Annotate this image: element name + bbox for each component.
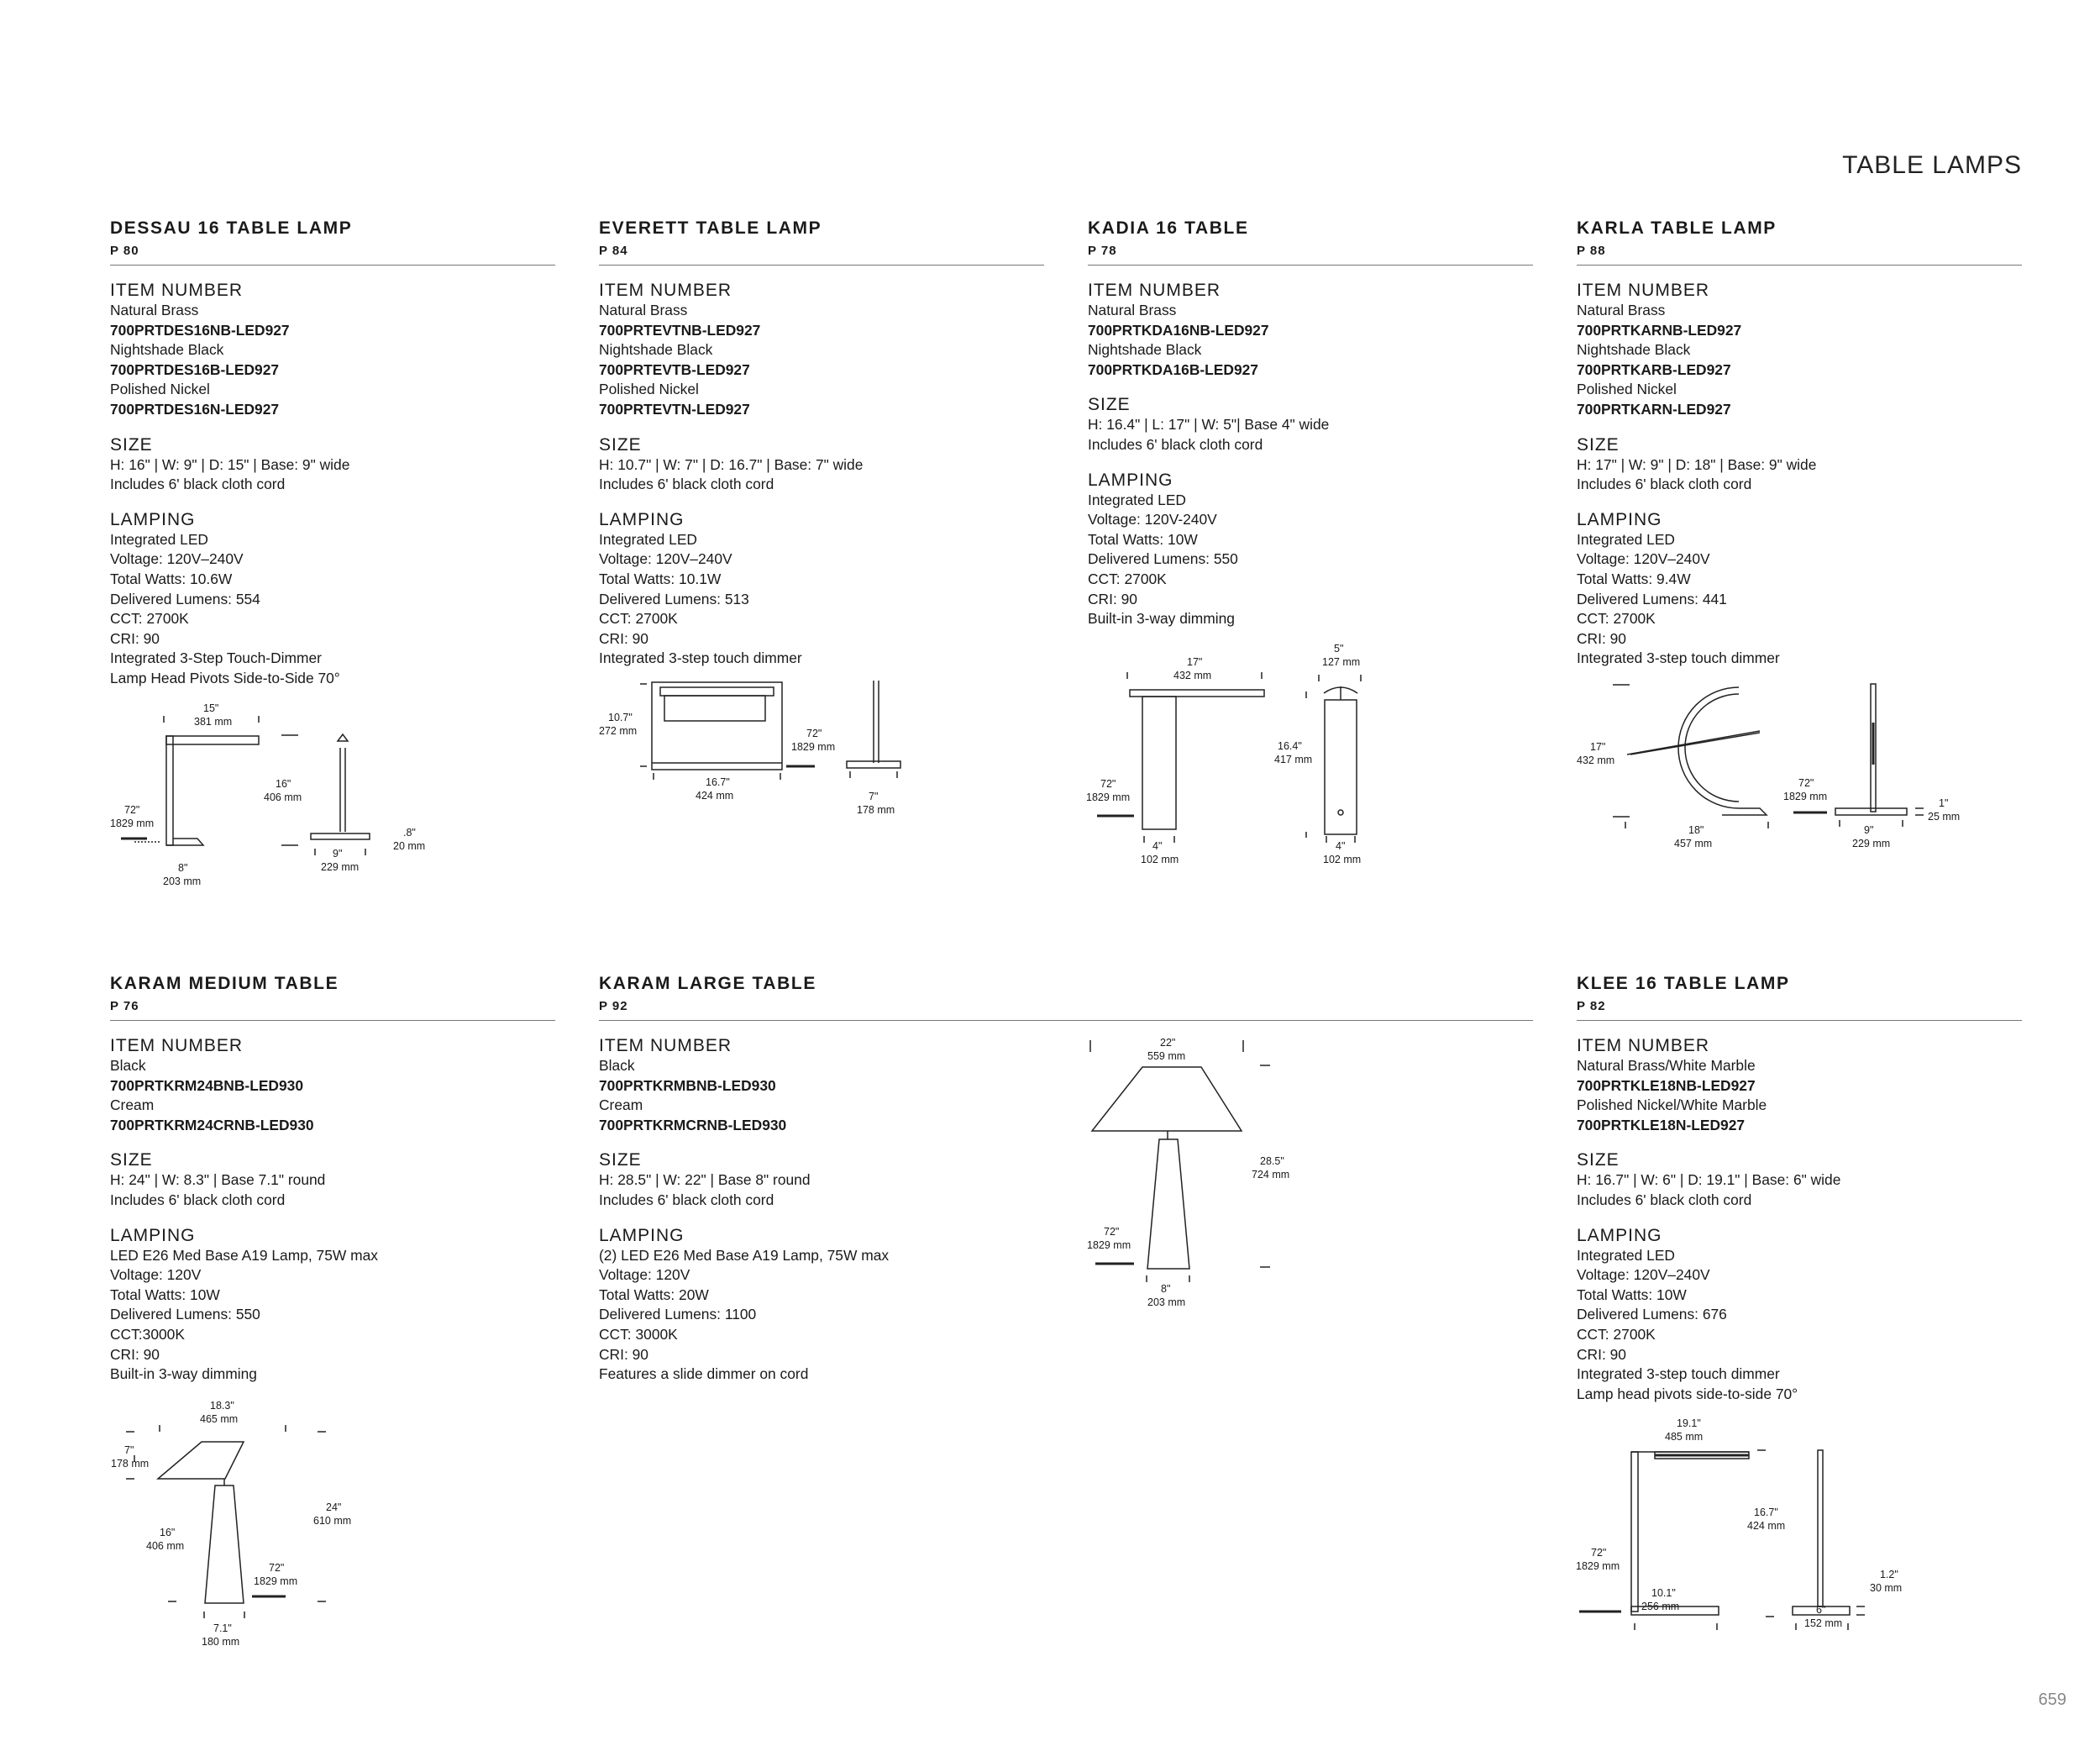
lamping-heading: LAMPING xyxy=(1088,470,1173,490)
lamping-line: (2) LED E26 Med Base A19 Lamp, 75W max xyxy=(599,1246,890,1264)
product-title: DESSAU 16 TABLE LAMP xyxy=(110,218,353,238)
dim-label: 7.1" xyxy=(213,1622,232,1634)
dim-label: 30 mm xyxy=(1870,1582,1903,1594)
dim-label: 20 mm xyxy=(393,840,426,852)
lamping-line: CCT: 3000K xyxy=(599,1325,678,1343)
dim-label: 5" xyxy=(1334,643,1344,655)
lamping-line: Integrated LED xyxy=(1088,491,1186,508)
size-line: H: 17" | W: 9" | D: 18" | Base: 9" wide xyxy=(1577,455,1817,473)
item-code: 700PRTKDA16B-LED927 xyxy=(1088,360,1258,378)
size-line: Includes 6' black cloth cord xyxy=(599,1191,774,1208)
item-code: 700PRTDES16N-LED927 xyxy=(110,400,280,418)
page-ref: P 78 xyxy=(1088,244,1533,266)
product-kadia xyxy=(1088,218,1533,629)
lamping-line: Voltage: 120V-240V xyxy=(1088,511,1217,528)
dim-label: 724 mm xyxy=(1252,1169,1290,1180)
item-number-heading: ITEM NUMBER xyxy=(1088,281,1221,300)
karam-large-dimension-drawing xyxy=(1084,1032,1310,1317)
dim-label: 256 mm xyxy=(1641,1601,1680,1612)
size-line: Includes 6' black cloth cord xyxy=(110,1191,286,1208)
finish-label: Polished Nickel xyxy=(599,381,699,398)
size-heading: SIZE xyxy=(110,434,153,455)
page-ref: P 76 xyxy=(110,999,555,1021)
lamping-line: Voltage: 120V–240V xyxy=(1577,1266,1710,1284)
dim-label: 229 mm xyxy=(1852,838,1891,849)
dim-label: 25 mm xyxy=(1928,811,1961,823)
lamping-line: CCT:3000K xyxy=(110,1325,185,1343)
dim-label: 102 mm xyxy=(1323,854,1362,865)
item-code: 700PRTKLE18NB-LED927 xyxy=(1577,1076,1756,1094)
finish-label: Natural Brass xyxy=(599,302,688,318)
dim-label: 465 mm xyxy=(200,1413,239,1425)
lamping-line: Integrated LED xyxy=(1577,1246,1675,1264)
dim-label: 424 mm xyxy=(696,790,734,802)
lamping-line: Integrated 3-step touch dimmer xyxy=(1577,649,1780,667)
klee-dimension-drawing xyxy=(1571,1412,1974,1638)
dim-label: 16.4" xyxy=(1278,740,1302,752)
lamping-line: Total Watts: 10.1W xyxy=(599,570,722,587)
finish-label: Natural Brass xyxy=(1088,302,1177,318)
dim-label: 432 mm xyxy=(1577,755,1615,766)
lamping-line: Delivered Lumens: 550 xyxy=(1088,550,1238,568)
lamping-line: Delivered Lumens: 513 xyxy=(599,590,749,607)
lamping-line: Integrated LED xyxy=(599,530,697,548)
lamping-line: Delivered Lumens: 550 xyxy=(110,1306,260,1323)
dim-label: 610 mm xyxy=(313,1515,352,1527)
item-code: 700PRTKRM24CRNB-LED930 xyxy=(110,1116,314,1133)
dim-label: 406 mm xyxy=(264,791,302,803)
dim-label: 72" xyxy=(124,804,140,816)
lamping-line: CCT: 2700K xyxy=(1577,610,1656,628)
finish-label: Polished Nickel/White Marble xyxy=(1577,1096,1767,1114)
lamping-line: CRI: 90 xyxy=(110,1345,160,1363)
karla-dimension-drawing xyxy=(1558,681,1978,857)
product-title: KARAM LARGE TABLE xyxy=(599,974,816,993)
size-line: H: 16.4" | L: 17" | W: 5"| Base 4" wide xyxy=(1088,416,1330,434)
lamping-line: CCT: 2700K xyxy=(1088,570,1167,587)
dim-label: 127 mm xyxy=(1322,656,1361,668)
lamping-line: Lamp head pivots side-to-side 70° xyxy=(1577,1385,1798,1402)
product-title: KARAM MEDIUM TABLE xyxy=(110,974,339,993)
item-code: 700PRTEVTNB-LED927 xyxy=(599,321,761,339)
size-line: Includes 6' black cloth cord xyxy=(1088,435,1263,453)
lamping-line: Lamp Head Pivots Side-to-Side 70° xyxy=(110,669,340,686)
item-code: 700PRTKRMBNB-LED930 xyxy=(599,1076,776,1094)
dim-label: 1.2" xyxy=(1880,1569,1898,1580)
product-title: KLEE 16 TABLE LAMP xyxy=(1577,974,1790,993)
dim-label: 1829 mm xyxy=(110,818,155,829)
size-line: Includes 6' black cloth cord xyxy=(110,476,286,493)
product-title: KADIA 16 TABLE xyxy=(1088,218,1249,238)
dim-label: 485 mm xyxy=(1665,1431,1704,1443)
dim-label: 203 mm xyxy=(1147,1296,1186,1308)
size-line: H: 16" | W: 9" | D: 15" | Base: 9" wide xyxy=(110,455,350,473)
dim-label: 4" xyxy=(1152,840,1163,852)
dim-label: 18.3" xyxy=(210,1400,234,1412)
finish-label: Black xyxy=(110,1057,146,1074)
size-line: Includes 6' black cloth cord xyxy=(599,476,774,493)
dim-label: 102 mm xyxy=(1141,854,1179,865)
dim-label: 417 mm xyxy=(1274,754,1313,765)
dim-label: 17" xyxy=(1590,741,1606,753)
size-line: H: 24" | W: 8.3" | Base 7.1" round xyxy=(110,1171,326,1189)
lamping-heading: LAMPING xyxy=(110,1225,196,1245)
dim-label: 6" xyxy=(1816,1604,1826,1616)
size-heading: SIZE xyxy=(1088,395,1131,415)
lamping-line: Built-in 3-way dimming xyxy=(1088,610,1235,628)
finish-label: Natural Brass xyxy=(110,302,199,318)
dim-label: 229 mm xyxy=(321,861,360,873)
lamping-heading: LAMPING xyxy=(599,509,685,529)
page-ref: P 92 xyxy=(599,999,1533,1021)
item-code: 700PRTKDA16NB-LED927 xyxy=(1088,321,1269,339)
dim-label: 72" xyxy=(1104,1226,1120,1238)
item-code: 700PRTDES16B-LED927 xyxy=(110,360,280,378)
item-code: 700PRTKARB-LED927 xyxy=(1577,360,1731,378)
dim-label: 10.7" xyxy=(608,712,633,723)
finish-label: Natural Brass/White Marble xyxy=(1577,1057,1756,1074)
item-code: 700PRTKLE18N-LED927 xyxy=(1577,1116,1746,1133)
dim-label: 178 mm xyxy=(111,1458,150,1470)
size-line: H: 16.7" | W: 6" | D: 19.1" | Base: 6" wide xyxy=(1577,1171,1841,1189)
dim-label: 16.7" xyxy=(706,776,730,788)
dim-label: 18" xyxy=(1688,824,1704,836)
page-ref: P 84 xyxy=(599,244,1044,266)
size-line: Includes 6' black cloth cord xyxy=(1577,476,1752,493)
item-code: 700PRTKARN-LED927 xyxy=(1577,400,1731,418)
product-dessau xyxy=(110,218,555,689)
finish-label: Nightshade Black xyxy=(1088,341,1202,359)
item-number-heading: ITEM NUMBER xyxy=(1577,1036,1709,1055)
dim-label: 24" xyxy=(326,1501,342,1513)
dim-label: 7" xyxy=(124,1444,134,1456)
item-number-heading: ITEM NUMBER xyxy=(1577,281,1709,300)
item-code: 700PRTEVTN-LED927 xyxy=(599,400,750,418)
dim-label: 424 mm xyxy=(1747,1520,1786,1532)
finish-label: Nightshade Black xyxy=(599,341,713,359)
size-line: H: 28.5" | W: 22" | Base 8" round xyxy=(599,1171,811,1189)
finish-label: Nightshade Black xyxy=(110,341,224,359)
lamping-line: Delivered Lumens: 676 xyxy=(1577,1306,1727,1323)
lamping-line: CCT: 2700K xyxy=(599,610,678,628)
finish-label: Polished Nickel xyxy=(1577,381,1677,398)
dim-label: 28.5" xyxy=(1260,1155,1284,1167)
dim-label: 1829 mm xyxy=(791,741,836,753)
page-ref: P 88 xyxy=(1577,244,2022,266)
lamping-heading: LAMPING xyxy=(1577,1225,1662,1245)
lamping-line: Features a slide dimmer on cord xyxy=(599,1365,809,1383)
lamping-line: Delivered Lumens: 1100 xyxy=(599,1306,757,1323)
lamping-line: CRI: 90 xyxy=(1088,590,1137,607)
lamping-line: Integrated 3-step touch dimmer xyxy=(599,649,802,667)
item-number-heading: ITEM NUMBER xyxy=(599,281,732,300)
lamping-line: Integrated LED xyxy=(110,530,208,548)
lamping-heading: LAMPING xyxy=(599,1225,685,1245)
dim-label: 7" xyxy=(869,791,879,802)
dim-label: 272 mm xyxy=(599,725,638,737)
dim-label: 16" xyxy=(160,1527,176,1538)
lamping-line: Delivered Lumens: 441 xyxy=(1577,590,1727,607)
lamping-line: Total Watts: 10W xyxy=(1088,530,1198,548)
page-ref: P 80 xyxy=(110,244,555,266)
lamping-line: Total Watts: 10W xyxy=(1577,1286,1687,1303)
dim-label: 22" xyxy=(1160,1037,1176,1049)
item-number-heading: ITEM NUMBER xyxy=(110,1036,243,1055)
product-title: EVERETT TABLE LAMP xyxy=(599,218,822,238)
lamping-line: Voltage: 120V–240V xyxy=(110,550,244,568)
lamping-line: CRI: 90 xyxy=(1577,629,1626,647)
lamping-line: CRI: 90 xyxy=(599,1345,648,1363)
lamping-line: Built-in 3-way dimming xyxy=(110,1365,257,1383)
item-number-heading: ITEM NUMBER xyxy=(599,1036,732,1055)
dim-label: 559 mm xyxy=(1147,1050,1186,1062)
dim-label: 152 mm xyxy=(1804,1617,1843,1629)
lamping-line: Total Watts: 9.4W xyxy=(1577,570,1691,587)
dim-label: 72" xyxy=(1591,1547,1607,1559)
dim-label: 9" xyxy=(1864,824,1874,836)
dessau-dimension-drawing xyxy=(109,697,445,899)
product-karam-medium xyxy=(110,973,555,1385)
dim-label: 457 mm xyxy=(1674,838,1713,849)
dim-label: 432 mm xyxy=(1173,670,1212,681)
size-heading: SIZE xyxy=(1577,434,1620,455)
lamping-line: LED E26 Med Base A19 Lamp, 75W max xyxy=(110,1246,378,1264)
lamping-line: Total Watts: 10W xyxy=(110,1286,220,1303)
lamping-line: CRI: 90 xyxy=(110,629,160,647)
dim-label: 1829 mm xyxy=(254,1575,298,1587)
lamping-line: Voltage: 120V xyxy=(599,1266,690,1284)
dim-label: 16" xyxy=(276,778,291,790)
lamping-line: Total Watts: 20W xyxy=(599,1286,709,1303)
dim-label: 72" xyxy=(1100,778,1116,790)
dim-label: 8" xyxy=(1161,1283,1171,1295)
size-heading: SIZE xyxy=(599,434,642,455)
kadia-dimension-drawing xyxy=(1084,643,1386,874)
dim-label: 15" xyxy=(203,702,219,714)
lamping-line: CCT: 2700K xyxy=(110,610,189,628)
item-code: 700PRTDES16NB-LED927 xyxy=(110,321,290,339)
dim-label: 180 mm xyxy=(202,1636,240,1648)
size-line: H: 10.7" | W: 7" | D: 16.7" | Base: 7" wide xyxy=(599,455,864,473)
dim-label: 1829 mm xyxy=(1783,791,1828,802)
size-heading: SIZE xyxy=(599,1150,642,1170)
lamping-line: CRI: 90 xyxy=(599,629,648,647)
finish-label: Polished Nickel xyxy=(110,381,210,398)
finish-label: Nightshade Black xyxy=(1577,341,1691,359)
page-header: TABLE LAMPS xyxy=(1842,151,2022,179)
product-title: KARLA TABLE LAMP xyxy=(1577,218,1777,238)
lamping-line: CCT: 2700K xyxy=(1577,1325,1656,1343)
lamping-line: Integrated 3-step touch dimmer xyxy=(1577,1365,1780,1383)
dim-label: 8" xyxy=(178,862,188,874)
dim-label: 381 mm xyxy=(194,716,233,728)
dim-label: 17" xyxy=(1187,656,1203,668)
finish-label: Natural Brass xyxy=(1577,302,1666,318)
dim-label: 10.1" xyxy=(1651,1587,1676,1599)
lamping-line: Voltage: 120V xyxy=(110,1266,202,1284)
lamping-heading: LAMPING xyxy=(110,509,196,529)
page-ref: P 82 xyxy=(1577,999,2022,1021)
product-karam-large xyxy=(599,973,1533,1385)
dim-label: 72" xyxy=(806,728,822,739)
finish-label: Black xyxy=(599,1057,635,1074)
finish-label: Cream xyxy=(110,1096,155,1114)
finish-label: Cream xyxy=(599,1096,643,1114)
dim-label: 178 mm xyxy=(857,804,895,816)
lamping-line: CRI: 90 xyxy=(1577,1345,1626,1363)
dim-label: 406 mm xyxy=(146,1540,185,1552)
lamping-line: Voltage: 120V–240V xyxy=(1577,550,1710,568)
dim-label: 1829 mm xyxy=(1086,791,1131,803)
item-code: 700PRTEVTB-LED927 xyxy=(599,360,750,378)
product-everett xyxy=(599,218,1044,669)
dim-label: 72" xyxy=(1798,777,1814,789)
dim-label: 1829 mm xyxy=(1576,1560,1620,1572)
dim-label: 4" xyxy=(1336,840,1346,852)
dim-label: 19.1" xyxy=(1677,1417,1701,1429)
lamping-line: Voltage: 120V–240V xyxy=(599,550,732,568)
dim-label: 1" xyxy=(1939,797,1949,809)
page-number: 659 xyxy=(2038,1691,2066,1709)
product-klee xyxy=(1577,973,2022,1404)
lamping-line: Total Watts: 10.6W xyxy=(110,570,233,587)
size-heading: SIZE xyxy=(1577,1150,1620,1170)
dim-label: 16.7" xyxy=(1754,1506,1778,1518)
item-number-heading: ITEM NUMBER xyxy=(110,281,243,300)
item-code: 700PRTKARNB-LED927 xyxy=(1577,321,1742,339)
lamping-heading: LAMPING xyxy=(1577,509,1662,529)
lamping-line: Integrated LED xyxy=(1577,530,1675,548)
dim-label: 203 mm xyxy=(163,876,202,887)
product-karla xyxy=(1577,218,2022,669)
dim-label: .8" xyxy=(403,827,416,839)
lamping-line: Delivered Lumens: 554 xyxy=(110,590,260,607)
lamping-line: Integrated 3-Step Touch-Dimmer xyxy=(110,649,322,667)
item-code: 700PRTKRM24BNB-LED930 xyxy=(110,1076,304,1094)
item-code: 700PRTKRMCRNB-LED930 xyxy=(599,1116,787,1133)
dim-label: 9" xyxy=(333,848,343,860)
dim-label: 1829 mm xyxy=(1087,1239,1131,1251)
size-line: Includes 6' black cloth cord xyxy=(1577,1191,1752,1208)
karam-medium-dimension-drawing xyxy=(109,1395,378,1655)
dim-label: 72" xyxy=(269,1562,285,1574)
size-heading: SIZE xyxy=(110,1150,153,1170)
everett-dimension-drawing xyxy=(596,672,932,823)
